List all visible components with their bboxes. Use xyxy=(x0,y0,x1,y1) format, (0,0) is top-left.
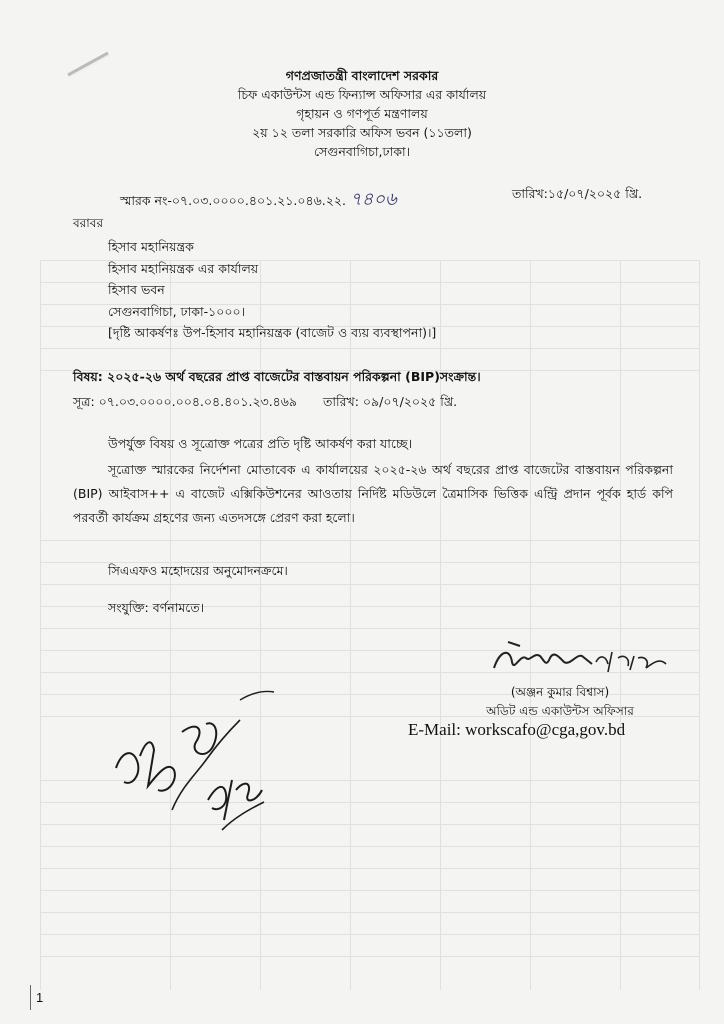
reference-number: সূত্র: ০৭.০৩.০০০০.০০৪.০৪.৪০১.২৩.৪৬৯ xyxy=(73,394,298,409)
approval-line: সিএএফও মহোদয়ের অনুমোদনক্রমে। xyxy=(108,563,288,578)
body-paragraph-1: উপর্যুক্ত বিষয় ও সূত্রোক্ত পত্রের প্রতি দৃষ্টি আকর্ষণ করা যাচ্ছে। xyxy=(108,436,413,451)
recipient-line-2: হিসাব মহানিয়ন্ত্রক এর কার্যালয় xyxy=(108,260,259,276)
signatory-name: (অঞ্জন কুমার বিশ্বাস) xyxy=(510,685,610,699)
enclosure-line: সংযুক্তি: বর্ণনামতে। xyxy=(108,600,205,615)
header-line-4: ২য় ১২ তলা সরকারি অফিস ভবন (১১তলা) xyxy=(252,125,472,140)
subject-line: বিষয়: ২০২৫-২৬ অর্থ বছরের প্রাপ্ত বাজেটের বাস্তবায়ন পরিকল্পনা (BIP)সংক্রান্ত। xyxy=(73,369,481,384)
recipient-address xyxy=(108,236,436,344)
memo-date: তারিখ:১৫/০৭/২০২৫ খ্রি. xyxy=(512,186,643,201)
recipient-line-3: হিসাব ভবন xyxy=(108,282,165,297)
recipient-label: বরাবর xyxy=(73,216,104,230)
header-line-2: চিফ একাউন্টস এন্ড ফিন্যান্স অফিসার এর কার্যালয় xyxy=(237,87,487,102)
memo-number-text: স্মারক নং-০৭.০৩.০০০০.৪০১.২১.০৪৬.২২. xyxy=(120,193,346,208)
memo-number xyxy=(120,185,397,216)
body-paragraph-2: সূত্রোক্ত স্মারকের নির্দেশনা মোতাবেক এ কার্যালয়ের ২০২৫-২৬ অর্থ বছরের প্রাপ্ত বাজেটের বাস্তবায়ন পরিকল্পনা (BIP) আইবাস++ এ বাজেট এক্সিকিউশনের আওতায় নির্দিষ্ট মডিউলে ত্রৈমাসিক ভিত্তিক এন্ট্রি প্রদান পূর্বক হার্ড কপি পরবর্তী কার্যক্রম গ্রহণের জন্য এতদসঙ্গে প্রেরণ করা হলো। xyxy=(73,462,673,525)
handwritten-signature xyxy=(480,628,680,688)
header-line-1: গণপ্রজাতন্ত্রী বাংলাদেশ সরকার xyxy=(285,68,439,83)
recipient-line-1: হিসাব মহানিয়ন্ত্রক xyxy=(108,239,194,254)
handwritten-memo-serial: ৭৪০৬ xyxy=(349,189,397,210)
reference-line xyxy=(73,394,457,414)
page-number-divider xyxy=(30,985,31,1010)
government-header xyxy=(0,66,724,161)
header-line-3: গৃহায়ন ও গণপূর্ত মন্ত্রণালয় xyxy=(296,106,428,121)
handwritten-initials xyxy=(112,690,282,850)
signatory-title: অডিট এন্ড একাউন্টস অফিসার xyxy=(486,704,634,718)
attention-line: [দৃষ্টি আকর্ষণঃ উপ-হিসাব মহানিয়ন্ত্রক (বাজেট ও ব্যয় ব্যবস্থাপনা)।] xyxy=(108,325,437,340)
header-line-5: সেগুনবাগিচা,ঢাকা। xyxy=(313,144,411,159)
recipient-line-4: সেগুনবাগিচা, ঢাকা-১০০০। xyxy=(108,303,246,319)
contact-email: E-Mail: workscafo@cga,gov.bd xyxy=(408,720,626,739)
page-number: 1 xyxy=(36,990,44,1005)
reference-date: তারিখ: ০৯/০৭/২০২৫ খ্রি. xyxy=(323,394,458,409)
